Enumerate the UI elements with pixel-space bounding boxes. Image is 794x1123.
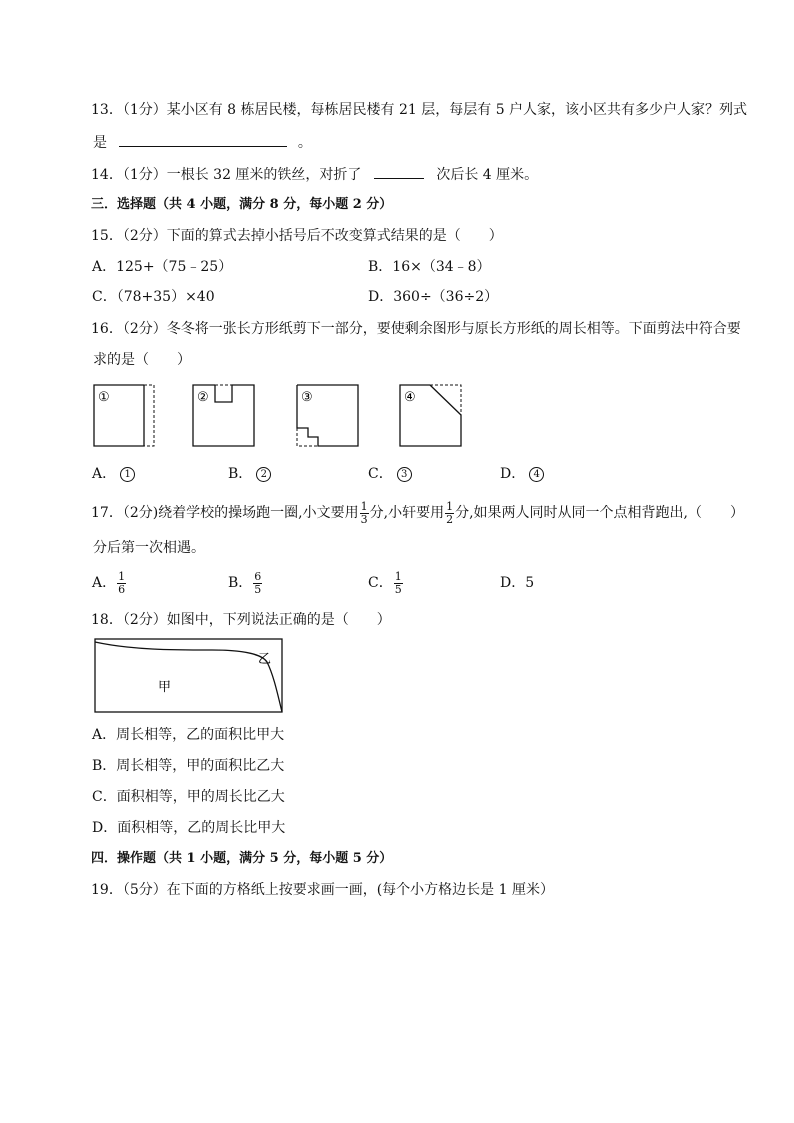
q16-option-d[interactable]: D． 4 — [500, 464, 544, 484]
q17-option-a[interactable]: A． $\frac{1}{6}$ — [92, 569, 126, 596]
q18-option-b[interactable]: B．周长相等，甲的面积比乙大 — [92, 758, 285, 774]
q19-stem: 19．（5分）在下面的方格纸上按要求画一画，(每个小方格边长是 1 厘米） — [91, 882, 554, 898]
fraction-one-half: $\frac{1}{2}$ — [446, 499, 454, 526]
q16-figure-1 — [94, 385, 154, 446]
q16-line2: 求的是（ ） — [93, 352, 191, 368]
q15-stem: 15．（2分）下面的算式去掉小括号后不改变算式结果的是（ ） — [91, 228, 503, 244]
q16-figure-2 — [193, 385, 254, 446]
q16-figure-4 — [400, 385, 461, 446]
circled-number: 1 — [120, 467, 135, 482]
fraction-one-third: $\frac{1}{3}$ — [360, 499, 368, 526]
q16-option-b[interactable]: B． 2 — [228, 464, 271, 484]
q17-line1: 17．（2分)绕着学校的操场跑一圈,小文要用 $\frac{1}{3}$ 分,小轩要用 $\frac{1}{2}$ 分,如果两人同时从同一个点相背跑出,（ ） — [91, 499, 744, 526]
q16-figure-1-label: ① — [98, 390, 110, 405]
q16-figures — [0, 0, 794, 460]
q16-option-a[interactable]: A． 1 — [92, 464, 135, 484]
q13-suffix: 。 — [297, 135, 312, 151]
circled-number: 3 — [397, 467, 412, 482]
q18-stem: 18．（2分）如图中，下列说法正确的是（ ） — [91, 612, 391, 628]
q14-suffix: 次后长 4 厘米。 — [436, 167, 539, 183]
q16-figure-4-label: ④ — [404, 390, 416, 405]
q17-line2: 分后第一次相遇。 — [93, 540, 205, 556]
circled-number: 2 — [256, 467, 271, 482]
option-fraction: $\frac{1}{5}$ — [394, 569, 402, 596]
q18-region-b-label: 乙 — [258, 652, 272, 667]
q14-prefix: 14．（1分）一根长 32 厘米的铁丝，对折了 — [91, 167, 362, 183]
q13-line1: 13．（1分）某小区有 8 栋居民楼，每栋居民楼有 21 层，每层有 5 户人家，该小区共有多少户人家？列式 — [91, 102, 748, 118]
q15-option-b[interactable]: B．16×（34﹣8） — [368, 259, 491, 275]
q16-figure-3 — [297, 385, 358, 446]
q16-figure-2-label: ② — [197, 390, 209, 405]
option-fraction: $\frac{6}{5}$ — [254, 569, 262, 596]
q18-option-a[interactable]: A．周长相等，乙的面积比甲大 — [92, 727, 285, 743]
section4-heading: 四．操作题（共 1 小题，满分 5 分，每小题 5 分） — [91, 851, 393, 866]
q15-option-a[interactable]: A．125+（75﹣25） — [92, 259, 233, 275]
circled-number: 4 — [529, 467, 544, 482]
q15-option-d[interactable]: D．360÷（36÷2） — [368, 289, 499, 305]
section3-heading: 三．选择题（共 4 小题，满分 8 分，每小题 2 分） — [91, 197, 393, 212]
q18-figure — [92, 636, 286, 716]
q16-figure-3-label: ③ — [301, 390, 313, 405]
q18-option-c[interactable]: C．面积相等，甲的周长比乙大 — [92, 789, 285, 805]
q13-prefix: 是 — [93, 135, 107, 151]
q17-option-b[interactable]: B． $\frac{6}{5}$ — [228, 569, 262, 596]
option-fraction: $\frac{1}{6}$ — [118, 569, 126, 596]
q15-option-c[interactable]: C．（78+35）×40 — [92, 289, 215, 305]
q18-region-a-label: 甲 — [158, 680, 172, 695]
q17-option-c[interactable]: C． $\frac{1}{5}$ — [368, 569, 402, 596]
q18-option-d[interactable]: D．面积相等，乙的周长比甲大 — [92, 820, 286, 836]
q16-line1: 16．（2分）冬冬将一张长方形纸剪下一部分，要使剩余图形与原长方形纸的周长相等。下面剪法中符合要 — [91, 321, 741, 337]
q17-option-d[interactable]: D．5 — [500, 575, 535, 591]
q16-option-c[interactable]: C． 3 — [368, 464, 412, 484]
